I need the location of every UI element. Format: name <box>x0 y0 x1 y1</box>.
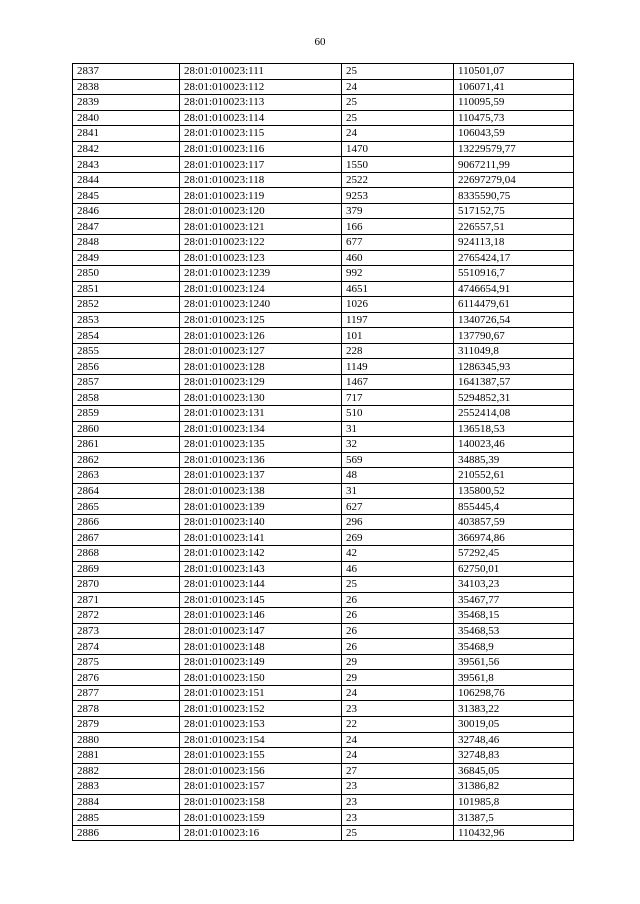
area-cell: 269 <box>342 530 454 546</box>
cadastral-number-cell: 28:01:010023:121 <box>180 219 342 235</box>
value-cell: 35468,53 <box>454 623 574 639</box>
area-cell: 31 <box>342 483 454 499</box>
area-cell: 25 <box>342 825 454 841</box>
area-cell: 1470 <box>342 141 454 157</box>
value-cell: 39561,56 <box>454 654 574 670</box>
row-number-cell: 2840 <box>73 110 180 126</box>
cadastral-number-cell: 28:01:010023:159 <box>180 810 342 826</box>
cadastral-number-cell: 28:01:010023:118 <box>180 172 342 188</box>
table-row <box>73 623 574 639</box>
area-cell: 1197 <box>342 312 454 328</box>
cadastral-number-cell: 28:01:010023:116 <box>180 141 342 157</box>
area-cell: 31 <box>342 421 454 437</box>
value-cell: 22697279,04 <box>454 172 574 188</box>
value-cell: 5294852,31 <box>454 390 574 406</box>
area-cell: 379 <box>342 203 454 219</box>
area-cell: 1149 <box>342 359 454 375</box>
value-cell: 31387,5 <box>454 810 574 826</box>
table-row <box>73 203 574 219</box>
table-row <box>73 110 574 126</box>
table-row <box>73 810 574 826</box>
area-cell: 25 <box>342 95 454 111</box>
row-number-cell: 2877 <box>73 685 180 701</box>
cadastral-number-cell: 28:01:010023:122 <box>180 235 342 251</box>
table-row <box>73 577 574 593</box>
table-row <box>73 452 574 468</box>
row-number-cell: 2860 <box>73 421 180 437</box>
area-cell: 42 <box>342 545 454 561</box>
row-number-cell: 2857 <box>73 374 180 390</box>
value-cell: 6114479,61 <box>454 297 574 313</box>
area-cell: 24 <box>342 79 454 95</box>
value-cell: 13229579,77 <box>454 141 574 157</box>
cadastral-number-cell: 28:01:010023:113 <box>180 95 342 111</box>
area-cell: 25 <box>342 577 454 593</box>
table-row <box>73 359 574 375</box>
cadastral-number-cell: 28:01:010023:115 <box>180 126 342 142</box>
area-cell: 992 <box>342 266 454 282</box>
cadastral-number-cell: 28:01:010023:145 <box>180 592 342 608</box>
cadastral-number-cell: 28:01:010023:128 <box>180 359 342 375</box>
cadastral-number-cell: 28:01:010023:125 <box>180 312 342 328</box>
table-row <box>73 250 574 266</box>
row-number-cell: 2844 <box>73 172 180 188</box>
cadastral-number-cell: 28:01:010023:139 <box>180 499 342 515</box>
table-row <box>73 343 574 359</box>
table-row <box>73 266 574 282</box>
value-cell: 924113,18 <box>454 235 574 251</box>
table-row <box>73 141 574 157</box>
row-number-cell: 2852 <box>73 297 180 313</box>
cadastral-number-cell: 28:01:010023:144 <box>180 577 342 593</box>
area-cell: 4651 <box>342 281 454 297</box>
cadastral-number-cell: 28:01:010023:152 <box>180 701 342 717</box>
cadastral-number-cell: 28:01:010023:131 <box>180 406 342 422</box>
cadastral-number-cell: 28:01:010023:153 <box>180 716 342 732</box>
cadastral-number-cell: 28:01:010023:154 <box>180 732 342 748</box>
row-number-cell: 2843 <box>73 157 180 173</box>
area-cell: 48 <box>342 468 454 484</box>
value-cell: 32748,83 <box>454 748 574 764</box>
value-cell: 31383,22 <box>454 701 574 717</box>
table-row <box>73 172 574 188</box>
table-row <box>73 716 574 732</box>
row-number-cell: 2842 <box>73 141 180 157</box>
value-cell: 1641387,57 <box>454 374 574 390</box>
area-cell: 2522 <box>342 172 454 188</box>
area-cell: 29 <box>342 670 454 686</box>
row-number-cell: 2859 <box>73 406 180 422</box>
area-cell: 627 <box>342 499 454 515</box>
area-cell: 23 <box>342 701 454 717</box>
cadastral-number-cell: 28:01:010023:117 <box>180 157 342 173</box>
table-row <box>73 639 574 655</box>
table-row <box>73 281 574 297</box>
cadastral-number-cell: 28:01:010023:142 <box>180 545 342 561</box>
area-cell: 717 <box>342 390 454 406</box>
area-cell: 1467 <box>342 374 454 390</box>
row-number-cell: 2872 <box>73 608 180 624</box>
value-cell: 39561,8 <box>454 670 574 686</box>
table-row <box>73 390 574 406</box>
cadastral-number-cell: 28:01:010023:134 <box>180 421 342 437</box>
value-cell: 34103,23 <box>454 577 574 593</box>
page-number: 60 <box>314 36 326 48</box>
row-number-cell: 2837 <box>73 64 180 80</box>
area-cell: 25 <box>342 110 454 126</box>
table-row <box>73 468 574 484</box>
row-number-cell: 2864 <box>73 483 180 499</box>
row-number-cell: 2885 <box>73 810 180 826</box>
value-cell: 36845,05 <box>454 763 574 779</box>
value-cell: 136518,53 <box>454 421 574 437</box>
table-row <box>73 219 574 235</box>
area-cell: 26 <box>342 608 454 624</box>
row-number-cell: 2848 <box>73 235 180 251</box>
area-cell: 24 <box>342 685 454 701</box>
cadastral-number-cell: 28:01:010023:143 <box>180 561 342 577</box>
value-cell: 110095,59 <box>454 95 574 111</box>
cadastral-number-cell: 28:01:010023:127 <box>180 343 342 359</box>
table-row <box>73 328 574 344</box>
value-cell: 311049,8 <box>454 343 574 359</box>
value-cell: 4746654,91 <box>454 281 574 297</box>
area-cell: 23 <box>342 779 454 795</box>
cadastral-number-cell: 28:01:010023:135 <box>180 437 342 453</box>
value-cell: 366974,86 <box>454 530 574 546</box>
row-number-cell: 2846 <box>73 203 180 219</box>
area-cell: 101 <box>342 328 454 344</box>
value-cell: 210552,61 <box>454 468 574 484</box>
table-body <box>73 64 574 841</box>
row-number-cell: 2854 <box>73 328 180 344</box>
area-cell: 510 <box>342 406 454 422</box>
row-number-cell: 2845 <box>73 188 180 204</box>
area-cell: 27 <box>342 763 454 779</box>
row-number-cell: 2880 <box>73 732 180 748</box>
table-row <box>73 421 574 437</box>
area-cell: 23 <box>342 810 454 826</box>
area-cell: 26 <box>342 639 454 655</box>
value-cell: 32748,46 <box>454 732 574 748</box>
value-cell: 101985,8 <box>454 794 574 810</box>
area-cell: 23 <box>342 794 454 810</box>
table-row <box>73 499 574 515</box>
row-number-cell: 2886 <box>73 825 180 841</box>
row-number-cell: 2855 <box>73 343 180 359</box>
area-cell: 25 <box>342 64 454 80</box>
table-row <box>73 608 574 624</box>
area-cell: 24 <box>342 732 454 748</box>
table-row <box>73 79 574 95</box>
table-row <box>73 297 574 313</box>
value-cell: 8335590,75 <box>454 188 574 204</box>
value-cell: 35468,15 <box>454 608 574 624</box>
cadastral-number-cell: 28:01:010023:123 <box>180 250 342 266</box>
row-number-cell: 2873 <box>73 623 180 639</box>
row-number-cell: 2866 <box>73 514 180 530</box>
row-number-cell: 2883 <box>73 779 180 795</box>
area-cell: 9253 <box>342 188 454 204</box>
row-number-cell: 2862 <box>73 452 180 468</box>
value-cell: 106071,41 <box>454 79 574 95</box>
table-row <box>73 794 574 810</box>
row-number-cell: 2874 <box>73 639 180 655</box>
area-cell: 228 <box>342 343 454 359</box>
table-row <box>73 779 574 795</box>
row-number-cell: 2849 <box>73 250 180 266</box>
row-number-cell: 2856 <box>73 359 180 375</box>
table-row <box>73 437 574 453</box>
table-row <box>73 592 574 608</box>
area-cell: 24 <box>342 126 454 142</box>
area-cell: 32 <box>342 437 454 453</box>
table-row <box>73 670 574 686</box>
area-cell: 1550 <box>342 157 454 173</box>
row-number-cell: 2868 <box>73 545 180 561</box>
table-row <box>73 312 574 328</box>
value-cell: 106043,59 <box>454 126 574 142</box>
cadastral-number-cell: 28:01:010023:140 <box>180 514 342 530</box>
table-row <box>73 406 574 422</box>
table-row <box>73 374 574 390</box>
value-cell: 34885,39 <box>454 452 574 468</box>
table-row <box>73 95 574 111</box>
area-cell: 460 <box>342 250 454 266</box>
row-number-cell: 2863 <box>73 468 180 484</box>
value-cell: 9067211,99 <box>454 157 574 173</box>
area-cell: 29 <box>342 654 454 670</box>
table-row <box>73 126 574 142</box>
row-number-cell: 2853 <box>73 312 180 328</box>
row-number-cell: 2869 <box>73 561 180 577</box>
value-cell: 2552414,08 <box>454 406 574 422</box>
value-cell: 1340726,54 <box>454 312 574 328</box>
row-number-cell: 2839 <box>73 95 180 111</box>
table-row <box>73 483 574 499</box>
value-cell: 1286345,93 <box>454 359 574 375</box>
cadastral-number-cell: 28:01:010023:156 <box>180 763 342 779</box>
cadastral-number-cell: 28:01:010023:136 <box>180 452 342 468</box>
cadastral-number-cell: 28:01:010023:137 <box>180 468 342 484</box>
row-number-cell: 2879 <box>73 716 180 732</box>
value-cell: 110432,96 <box>454 825 574 841</box>
table-row <box>73 748 574 764</box>
cadastral-number-cell: 28:01:010023:120 <box>180 203 342 219</box>
row-number-cell: 2871 <box>73 592 180 608</box>
value-cell: 31386,82 <box>454 779 574 795</box>
cadastral-number-cell: 28:01:010023:148 <box>180 639 342 655</box>
row-number-cell: 2881 <box>73 748 180 764</box>
value-cell: 62750,01 <box>454 561 574 577</box>
cadastral-number-cell: 28:01:010023:157 <box>180 779 342 795</box>
area-cell: 569 <box>342 452 454 468</box>
area-cell: 26 <box>342 623 454 639</box>
cadastral-number-cell: 28:01:010023:111 <box>180 64 342 80</box>
value-cell: 403857,59 <box>454 514 574 530</box>
cadastral-number-cell: 28:01:010023:155 <box>180 748 342 764</box>
value-cell: 30019,05 <box>454 716 574 732</box>
cadastral-number-cell: 28:01:010023:1240 <box>180 297 342 313</box>
cadastral-number-cell: 28:01:010023:1239 <box>180 266 342 282</box>
area-cell: 46 <box>342 561 454 577</box>
area-cell: 26 <box>342 592 454 608</box>
cadastral-number-cell: 28:01:010023:124 <box>180 281 342 297</box>
row-number-cell: 2875 <box>73 654 180 670</box>
cadastral-number-cell: 28:01:010023:119 <box>180 188 342 204</box>
cadastral-number-cell: 28:01:010023:130 <box>180 390 342 406</box>
row-number-cell: 2878 <box>73 701 180 717</box>
value-cell: 855445,4 <box>454 499 574 515</box>
value-cell: 137790,67 <box>454 328 574 344</box>
area-cell: 22 <box>342 716 454 732</box>
area-cell: 1026 <box>342 297 454 313</box>
row-number-cell: 2858 <box>73 390 180 406</box>
table-row <box>73 561 574 577</box>
table-row <box>73 188 574 204</box>
cadastral-number-cell: 28:01:010023:126 <box>180 328 342 344</box>
row-number-cell: 2865 <box>73 499 180 515</box>
row-number-cell: 2838 <box>73 79 180 95</box>
table-row <box>73 701 574 717</box>
table-row <box>73 530 574 546</box>
value-cell: 57292,45 <box>454 545 574 561</box>
value-cell: 226557,51 <box>454 219 574 235</box>
cadastral-number-cell: 28:01:010023:114 <box>180 110 342 126</box>
cadastral-number-cell: 28:01:010023:149 <box>180 654 342 670</box>
cadastral-number-cell: 28:01:010023:147 <box>180 623 342 639</box>
row-number-cell: 2870 <box>73 577 180 593</box>
cadastre-table <box>72 63 574 841</box>
table-row <box>73 654 574 670</box>
row-number-cell: 2884 <box>73 794 180 810</box>
cadastral-number-cell: 28:01:010023:16 <box>180 825 342 841</box>
value-cell: 35468,9 <box>454 639 574 655</box>
row-number-cell: 2861 <box>73 437 180 453</box>
table-row <box>73 545 574 561</box>
value-cell: 140023,46 <box>454 437 574 453</box>
row-number-cell: 2867 <box>73 530 180 546</box>
row-number-cell: 2847 <box>73 219 180 235</box>
area-cell: 166 <box>342 219 454 235</box>
value-cell: 110501,07 <box>454 64 574 80</box>
cadastral-number-cell: 28:01:010023:138 <box>180 483 342 499</box>
cadastral-number-cell: 28:01:010023:112 <box>180 79 342 95</box>
table-row <box>73 157 574 173</box>
row-number-cell: 2851 <box>73 281 180 297</box>
table-row <box>73 514 574 530</box>
table-row <box>73 685 574 701</box>
table-row <box>73 235 574 251</box>
value-cell: 2765424,17 <box>454 250 574 266</box>
area-cell: 677 <box>342 235 454 251</box>
row-number-cell: 2882 <box>73 763 180 779</box>
value-cell: 106298,76 <box>454 685 574 701</box>
value-cell: 517152,75 <box>454 203 574 219</box>
table-row <box>73 825 574 841</box>
cadastral-number-cell: 28:01:010023:129 <box>180 374 342 390</box>
row-number-cell: 2841 <box>73 126 180 142</box>
value-cell: 35467,77 <box>454 592 574 608</box>
value-cell: 110475,73 <box>454 110 574 126</box>
cadastral-number-cell: 28:01:010023:146 <box>180 608 342 624</box>
table-row <box>73 763 574 779</box>
value-cell: 135800,52 <box>454 483 574 499</box>
table-row <box>73 64 574 80</box>
value-cell: 5510916,7 <box>454 266 574 282</box>
row-number-cell: 2850 <box>73 266 180 282</box>
area-cell: 24 <box>342 748 454 764</box>
table-row <box>73 732 574 748</box>
area-cell: 296 <box>342 514 454 530</box>
cadastral-number-cell: 28:01:010023:141 <box>180 530 342 546</box>
cadastral-number-cell: 28:01:010023:151 <box>180 685 342 701</box>
cadastral-number-cell: 28:01:010023:158 <box>180 794 342 810</box>
row-number-cell: 2876 <box>73 670 180 686</box>
cadastral-number-cell: 28:01:010023:150 <box>180 670 342 686</box>
